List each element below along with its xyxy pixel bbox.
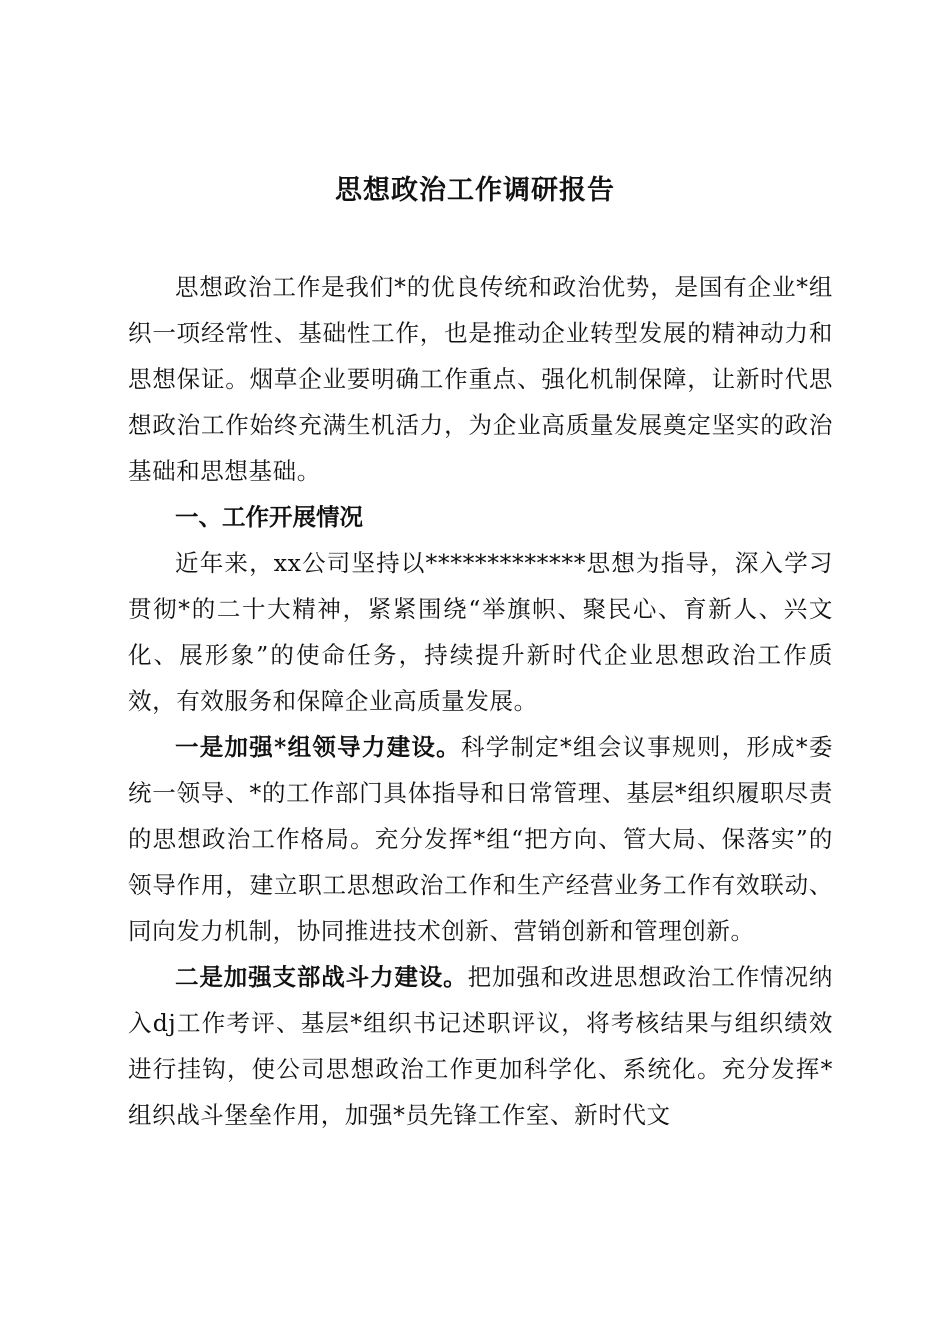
point1-paragraph bbox=[128, 724, 833, 954]
intro-paragraph: 思想政治工作是我们*的优良传统和政治优势，是国有企业*组织一项经常性、基础性工作，也是推动企业转型发展的精神动力和思想保证。烟草企业要明确工作重点、强化机制保障，让新时代思想政治工作始终充满生机活力，为企业高质量发展奠定坚实的政治基础和思想基础。 bbox=[128, 273, 833, 485]
section1-overview-paragraph: 近年来，xx公司坚持以*************思想为指导，深入学习贯彻*的二十大精神，紧紧围绕“举旗帜、聚民心、育新人、兴文化、展形象”的使命任务，持续提升新时代企业思想政治工作质效，有效服务和保障企业高质量发展。 bbox=[128, 549, 833, 715]
point1-lead: 一是加强*组领导力建设。 bbox=[175, 733, 461, 761]
point2-lead: 二是加强支部战斗力建设。 bbox=[175, 963, 468, 991]
section-heading-1: 一、工作开展情况 bbox=[175, 503, 363, 531]
point2-text: 把加强和改进思想政治工作情况纳入dj工作考评、基层*组织书记述职评议，将考核结果与组织绩效进行挂钩，使公司思想政治工作更加科学化、系统化。充分发挥*组织战斗堡垒作用，加强*员先锋工作室、新时代文 bbox=[128, 963, 834, 1129]
point1-text: 科学制定*组会议事规则，形成*委统一领导、*的工作部门具体指导和日常管理、基层*组织履职尽责的思想政治工作格局。充分发挥*组“把方向、管大局、保落实”的领导作用，建立职工思想政治工作和生产经营业务工作有效联动、同向发力机制，协同推进技术创新、营销创新和管理创新。 bbox=[128, 733, 833, 945]
point2-paragraph bbox=[128, 954, 833, 1138]
document-body bbox=[128, 264, 833, 1138]
document-title: 思想政治工作调研报告 bbox=[335, 175, 615, 206]
